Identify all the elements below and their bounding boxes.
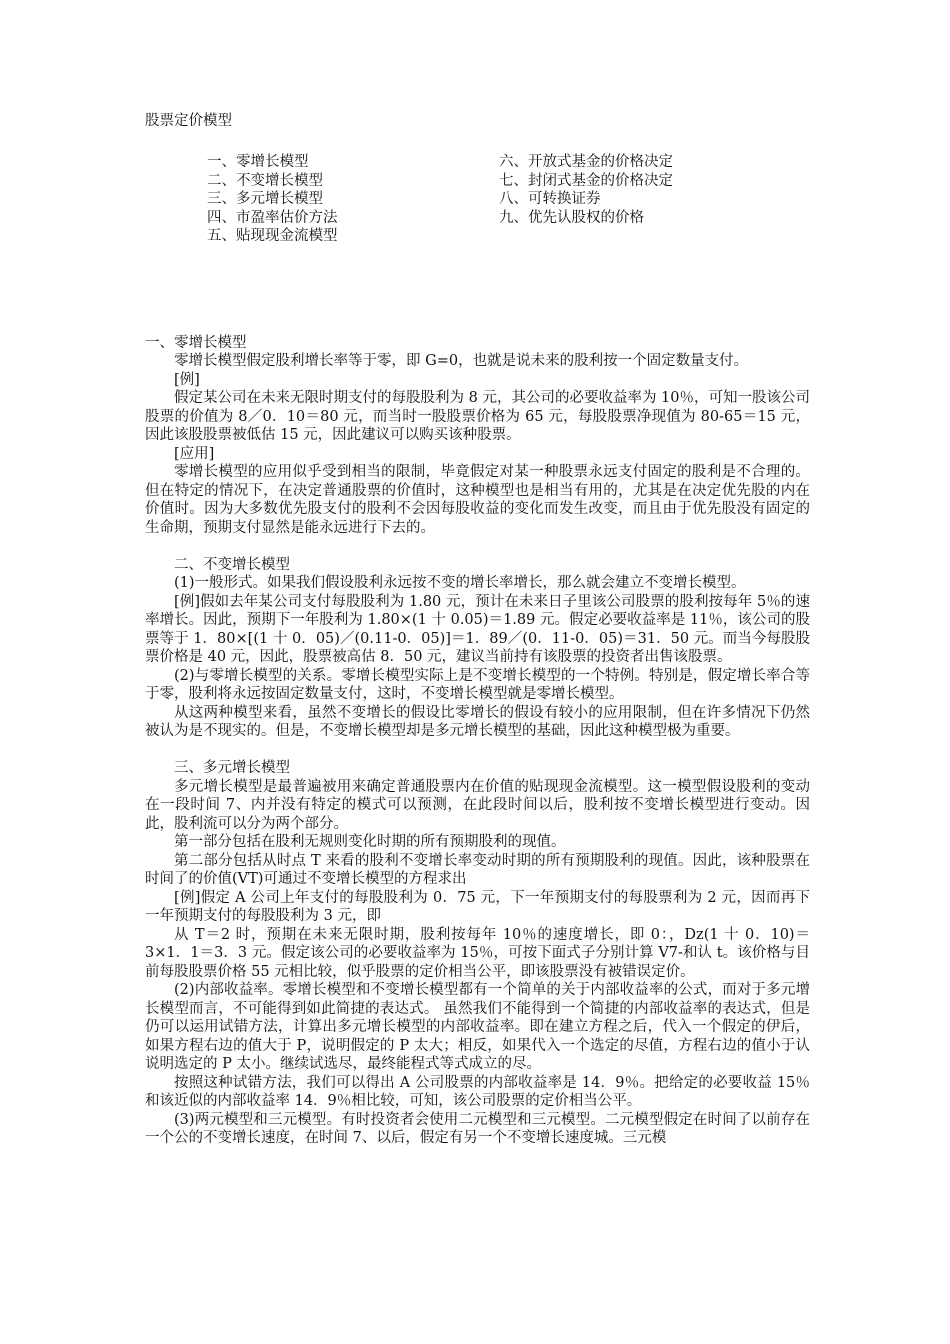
paragraph: 多元增长模型是最普遍被用来确定普通股票内在价值的贴现现金流模型。这一模型假设股利的变动在一段时间 7、内并没有特定的模式可以预测，在此段时间以后，股利按不变增长模型进行变动。因此，股利流可以分为两个部分。 bbox=[145, 778, 810, 832]
toc-item: 四、市盈率估价方法 bbox=[207, 209, 338, 226]
section-heading: 一、零增长模型 bbox=[145, 334, 247, 351]
document-title: 股票定价模型 bbox=[145, 113, 232, 129]
application-label: [应用] bbox=[174, 445, 215, 462]
paragraph: [例]假定 A 公司上年支付的每股股利为 0．75 元，下一年预期支付的每股票利为 2 元，因而再下一年预期支付的每股股利为 3 元，即 bbox=[145, 889, 810, 924]
paragraph: 第一部分包括在股利无规则变化时期的所有预期股利的现值。 bbox=[174, 834, 566, 850]
paragraph: 零增长模型假定股利增长率等于零，即 G=0，也就是说未来的股利按一个固定数量支付。 bbox=[174, 353, 749, 369]
section-constant-growth bbox=[145, 556, 810, 741]
paragraph: (2)内部收益率。零增长模型和不变增长模型都有一个简单的关于内部收益率的公式，而对于多元增长模型而言，不可能得到如此简捷的表达式。 虽然我们不能得到一个简捷的内部收益率的表达式，但是仍可以运用试错方法，计算出多元增长模型的内部收益率。即在建立方程之后，代入一个假定的伊后，如果方程右边的值大于 P，说明假定的 P 太大；相反，如果代入一个选定的尽值，方程右边的值小于认说明选定的 P 太小。继续试选尽，最终能程式等式成立的尽。 bbox=[145, 982, 810, 1072]
toc-item: 三、多元增长模型 bbox=[207, 191, 323, 207]
section-heading: 三、多元增长模型 bbox=[174, 760, 290, 776]
spacer bbox=[145, 741, 810, 760]
toc-item: 七、封闭式基金的价格决定 bbox=[499, 172, 673, 189]
toc-left-column bbox=[207, 153, 499, 246]
section-multi-growth bbox=[145, 759, 810, 1148]
toc-item: 六、开放式基金的价格决定 bbox=[499, 154, 673, 170]
spacer bbox=[145, 537, 810, 556]
section-zero-growth bbox=[145, 334, 810, 538]
table-of-contents bbox=[207, 153, 810, 246]
document-page bbox=[145, 112, 810, 1148]
paragraph: 假定某公司在未来无限时期支付的每股股利为 8 元，其公司的必要收益率为 10％，可知一股该公司股票的价值为 8／0．10＝80 元，而当时一股股票价格为 65 元，每股股票净现值为 80-65＝15 元，因此该股股票被低估 15 元，因此建议可以购买该种股票。 bbox=[145, 390, 810, 443]
paragraph: [例]假如去年某公司支付每股股利为 1.80 元，预计在未来日子里该公司股票的股利按每年 5％的速率增长。因此，预期下一年股利为 1.80×(1 十 0.05)＝1.89 元。假定必要收益率是 11％，该公司的股票等于 1．80×[(1 十 0．05)／(0.11-0．05)]＝1．89／(0．11-0．05)＝31．50 元。而当今每股股票价格是 40 元，因此，股票被高估 8．50 元，建议当前持有该股票的投资者出售该股票。 bbox=[145, 593, 810, 665]
paragraph: 按照这种试错方法，我们可以得出 A 公司股票的内部收益率是 14．9％。把给定的必要收益 15％和该近似的内部收益率 14．9％相比较，可知，该公司股票的定价相当公平。 bbox=[145, 1074, 810, 1109]
paragraph: (1)一般形式。如果我们假设股利永远按不变的增长率增长，那么就会建立不变增长模型。 bbox=[174, 575, 746, 591]
paragraph: (3)两元模型和三元模型。有时投资者会使用二元模型和三元模型。二元模型假定在时间了以前存在一个公的不变增长速度，在时间 7、以后，假定有另一个不变增长速度城。三元模 bbox=[145, 1111, 810, 1146]
toc-item: 一、零增长模型 bbox=[207, 154, 309, 170]
paragraph: 从 T＝2 时，预期在未来无限时期，股利按每年 10％的速度增长，即 0：，Dz(1 十 0．10)＝3×1．1＝3．3 元。假定该公司的必要收益率为 15％，可按下面式子分别计算 V7-和认 t。该价格与目前每股股票价格 55 元相比较，似乎股票的定价相当公平，即该股票没有被错误定价。 bbox=[145, 926, 810, 980]
spacer bbox=[145, 246, 810, 334]
paragraph: 从这两种模型来看，虽然不变增长的假设比零增长的假设有较小的应用限制，但在许多情况下仍然被认为是不现实的。但是，不变增长模型却是多元增长模型的基础，因此这种模型极为重要。 bbox=[145, 704, 810, 739]
section-heading: 二、不变增长模型 bbox=[174, 556, 290, 573]
toc-item: 九、优先认股权的价格 bbox=[499, 209, 644, 226]
paragraph: 零增长模型的应用似乎受到相当的限制，毕竟假定对某一种股票永远支付固定的股利是不合理的。但在特定的情况下，在决定普通股票的价值时，这种模型也是相当有用的，尤其是在决定优先股的内在价值时。因为大多数优先股支付的股利不会因每股收益的变化而发生改变，而且由于优先股没有固定的生命期，预期支付显然是能永远进行下去的。 bbox=[145, 464, 810, 536]
paragraph: (2)与零增长模型的关系。零增长模型实际上是不变增长模型的一个特例。特别是，假定增长率合等于零，股利将永远按固定数量支付，这时，不变增长模型就是零增长模型。 bbox=[145, 667, 810, 702]
toc-item: 五、贴现现金流模型 bbox=[207, 228, 338, 244]
toc-item: 二、不变增长模型 bbox=[207, 172, 323, 189]
toc-item: 八、可转换证券 bbox=[499, 191, 601, 207]
toc-right-column bbox=[499, 153, 673, 246]
paragraph: 第二部分包括从时点 T 来看的股利不变增长率变动时期的所有预期股利的现值。因此，该种股票在时间了的价值(VT)可通过不变增长模型的方程求出 bbox=[145, 852, 810, 887]
example-label: [例] bbox=[174, 371, 200, 388]
